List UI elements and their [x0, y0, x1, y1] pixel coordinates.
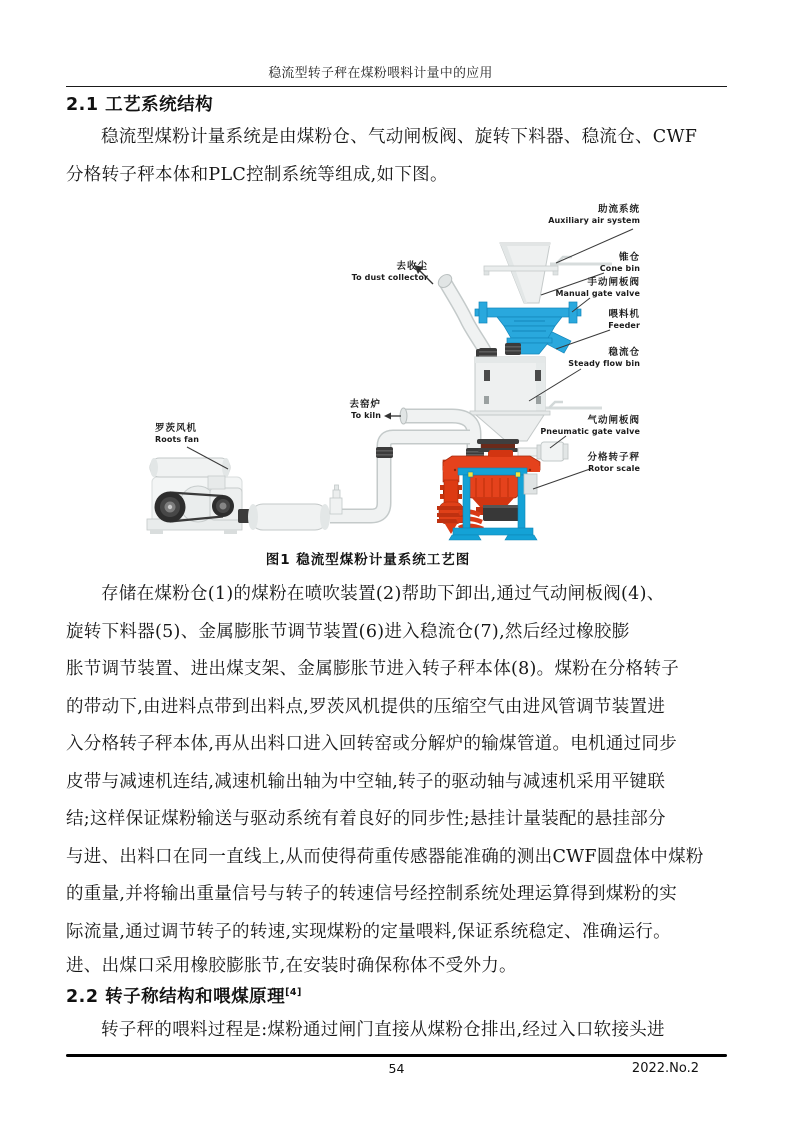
paragraph-line: 皮带与减速机连结,减速机输出轴为中空轴,转子的驱动轴与减速机采用平键联	[66, 771, 666, 792]
junction-box-shape	[524, 474, 537, 494]
paragraph-line: 转子秤的喂料过程是:煤粉通过闸门直接从煤粉仓排出,经过入口软接头进	[101, 1020, 665, 1040]
figure-label-manual-gate-valve: 手动闸板阀 Manual gate valve	[555, 277, 640, 298]
paragraph-line: 际流量,通过调节转子的转速,实现煤粉的定量喂料,保证系统稳定、准确运行。	[66, 921, 671, 942]
figure-label-to-kiln: 去窑炉 To kiln	[349, 399, 381, 420]
paragraph-line: 与进、出料口在同一直线上,从而使得荷重传感器能准确的测出CWF圆盘体中煤粉	[66, 846, 704, 867]
figure-label-steady-flow-bin: 稳流仓 Steady flow bin	[568, 347, 640, 368]
footer-rule	[66, 1054, 727, 1057]
figure-label-feeder: 喂料机 Feeder	[608, 309, 640, 330]
page-number: 54	[388, 1061, 405, 1076]
figure-label-to-dust-collector: 去收尘 To dust collector	[351, 261, 428, 282]
issue-number: 2022.No.2	[631, 1061, 699, 1076]
paragraph-line: 胀节调节装置、进出煤支架、金属膨胀节进入转子秤本体(8)。煤粉在分格转子	[66, 659, 680, 679]
section-heading-2-2-text: 2.2 转子称结构和喂煤原理	[66, 987, 286, 1007]
relief-valve-shape	[330, 485, 342, 514]
section-heading-2-2	[66, 983, 302, 1008]
paragraph-line: 稳流型煤粉计量系统是由煤粉仓、气动闸板阀、旋转下料器、稳流仓、CWF	[101, 127, 698, 147]
figure-label-pneumatic-gate-valve: 气动闸板阀 Pneumatic gate valve	[540, 415, 640, 436]
paragraph-line: 的重量,并将输出重量信号与转子的转速信号经控制系统处理运算得到煤粉的实	[66, 884, 678, 904]
figure-label-cone-bin: 锥仓 Cone bin	[599, 252, 640, 273]
paragraph-line: 存储在煤粉仓(1)的煤粉在喷吹装置(2)帮助下卸出,通过气动闸板阀(4)、	[101, 584, 665, 604]
header-rule	[66, 86, 727, 87]
figure-caption: 图1 稳流型煤粉计量系统工艺图	[265, 552, 471, 568]
paragraph-line: 分格转子秤本体和PLC控制系统等组成,如下图。	[66, 165, 448, 185]
figure-label-roots-fan: 罗茨风机 Roots fan	[155, 423, 199, 444]
auxiliary-air-pipe-mid	[545, 402, 602, 408]
cone-bin-shape	[484, 243, 558, 303]
paragraph-line: 进、出煤口采用橡胶膨胀节,在安装时确保称体不受外力。	[66, 956, 517, 976]
paragraph-line: 旋转下料器(5)、金属膨胀节调节装置(6)进入稳流仓(7),然后经过橡胶膨	[66, 621, 630, 642]
steady-flow-bin-shape	[470, 357, 550, 441]
paragraph-line: 入分格转子秤本体,再从出料口进入回转窑或分解炉的输煤管道。电机通过同步	[66, 734, 678, 754]
section-heading-2-1: 2.1 工艺系统结构	[66, 95, 214, 115]
figure-label-auxiliary-air-system: 助流系统 Auxiliary air system	[548, 204, 640, 225]
figure-label-rotor-scale: 分格转子秤 Rotor scale	[587, 452, 640, 473]
flow-arrows	[384, 265, 433, 420]
citation-reference: [4]	[285, 987, 302, 999]
silencer-shape	[238, 504, 330, 530]
paragraph-line: 结;这样保证煤粉输送与驱动系统有着良好的同步性;悬挂计量装配的悬挂部分	[66, 809, 666, 829]
running-header-title: 稳流型转子秤在煤粉喂料计量中的应用	[268, 66, 493, 81]
process-flow-diagram	[140, 200, 660, 545]
paragraph-line: 的带动下,由进料点带到出料点,罗茨风机提供的压缩空气由进风管调节装置进	[66, 696, 666, 717]
